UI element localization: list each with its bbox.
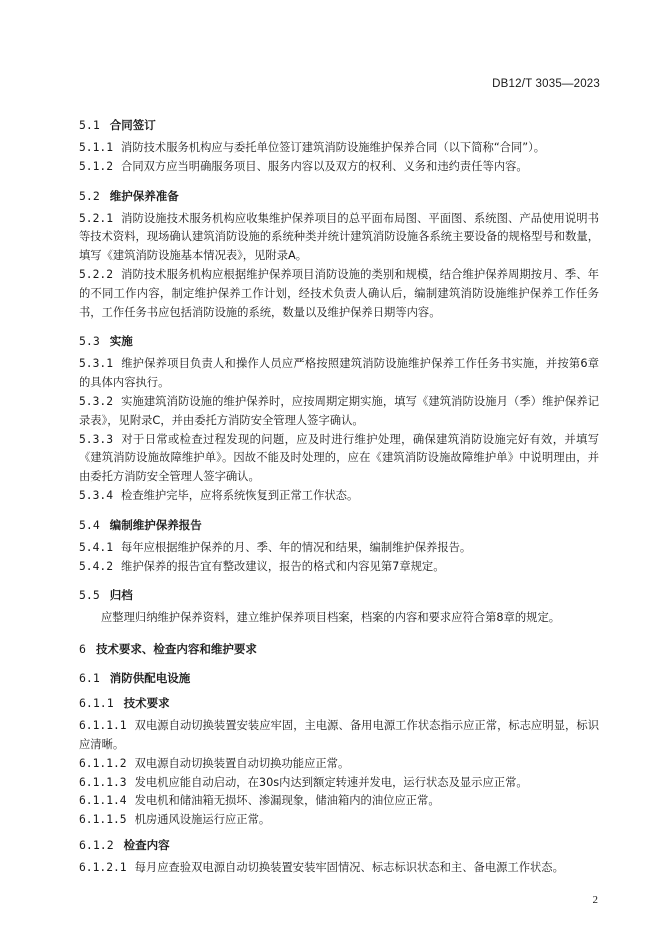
subsection-title: 技术要求: [123, 696, 170, 711]
clause: [79, 210, 599, 266]
clause-text: 实施建筑消防设施的维护保养时，应按周期定期实施，填写《建筑消防设施月（季）维护保养记录表》，见附录C，并由委托方消防安全管理人签字确认。: [79, 394, 599, 427]
clause-number: 6.1.1.5: [79, 813, 127, 827]
clause: [79, 755, 599, 774]
clause: [79, 792, 599, 811]
paragraph: 应整理归纳维护保养资料，建立维护保养项目档案，档案的内容和要求应符合第8章的规定。: [101, 611, 561, 625]
clause-text: 发电机和储油箱无损坏、渗漏现象，储油箱内的油位应正常。: [134, 794, 440, 808]
document-body: [79, 106, 599, 878]
section-heading: [79, 669, 599, 688]
clause-text: 消防设施技术服务机构应收集维护保养项目的总平面布局图、平面图、系统图、产品使用说明书等技术资料，现场确认建筑消防设施的系统种类并统计建筑消防设施各系统主要设备的规格型号和数量，填写《建筑消防设施基本情况表》，见附录A。: [79, 211, 599, 263]
clause-number: 5.3.3: [79, 432, 114, 446]
section-heading: [79, 187, 599, 206]
clause: [79, 859, 599, 878]
clause-text: 消防技术服务机构应根据维护保养项目消防设施的类别和规模，结合维护保养周期按月、季、年的不同工作内容，制定维护保养工作计划，经技术负责人确认后，编制建筑消防设施维护保养工作任务书，工作任务书应包括消防设施的系统，数量以及维护保养日期等内容。: [79, 267, 599, 319]
page-number: 2: [592, 894, 598, 906]
clause-number: 6.1.1.3: [79, 775, 127, 789]
clause-number: 5.4.1: [79, 540, 114, 554]
clause-number: 5.4.2: [79, 559, 114, 573]
clause-number: 5.3.4: [79, 488, 114, 502]
clause: [79, 355, 599, 393]
clause: [79, 558, 599, 577]
clause-text: 合同双方应当明确服务项目、服务内容以及双方的权利、义务和违约责任等内容。: [121, 159, 528, 173]
section-title: 合同签订: [109, 118, 156, 132]
section-title: 编制维护保养报告: [109, 517, 202, 532]
section-title: 维护保养准备: [109, 188, 179, 203]
chapter-number: 6: [79, 642, 86, 657]
section-heading: [79, 516, 599, 535]
section-number: 6.1: [79, 671, 100, 686]
clause-number: 6.1.2.1: [79, 860, 127, 874]
clause-number: 6.1.1.4: [79, 794, 127, 808]
chapter-heading: [79, 640, 599, 659]
chapter-title: 技术要求、检查内容和维护要求: [95, 642, 257, 657]
clause-number: 5.3.1: [79, 357, 114, 371]
page-header-code: DB12/T 3035—2023: [492, 78, 600, 90]
section-number: 5.4: [79, 517, 100, 532]
clause-number: 5.1.2: [79, 159, 114, 173]
clause-text: 每年应根据维护保养的月、季、年的情况和结果，编制维护保养报告。: [121, 540, 472, 554]
clause: [79, 266, 599, 322]
subsection-heading: [79, 836, 599, 855]
clause-number: 6.1.1.1: [79, 719, 127, 733]
clause-text: 对于日常或检查过程发现的问题，应及时进行维护处理，确保建筑消防设施完好有效，并填写《建筑消防设施故障维护单》。因故不能及时处理的，应在《建筑消防设施故障维护单》中说明理由，并由委托方消防安全管理人签字确认。: [79, 432, 599, 484]
subsection-heading: [79, 694, 599, 713]
section-number: 5.2: [79, 188, 100, 203]
section-title: 归档: [109, 588, 133, 603]
clause-number: 6.1.1.2: [79, 756, 127, 770]
subsection-title: 检查内容: [123, 837, 170, 852]
section-title: 消防供配电设施: [109, 671, 191, 686]
section-heading: [79, 116, 599, 135]
section-number: 5.3: [79, 334, 100, 349]
clause-text: 每月应查验双电源自动切换装置安装牢固情况、标志标识状态和主、备电源工作状态。: [134, 860, 564, 874]
clause: [79, 539, 599, 558]
section-number: 5.1: [79, 118, 100, 132]
subsection-number: 6.1.2: [79, 837, 114, 852]
clause-number: 5.2.2: [79, 267, 114, 281]
clause: [79, 431, 599, 487]
section-heading: [79, 332, 599, 351]
clause-text: 机房通风设施运行应正常。: [134, 813, 271, 827]
clause-text: 检查维护完毕，应将系统恢复到正常工作状态。: [121, 488, 359, 502]
clause: [79, 158, 599, 177]
clause-number: 5.1.1: [79, 141, 114, 154]
clause-text: 双电源自动切换装置自动切换功能应正常。: [134, 756, 350, 770]
clause-text: 发电机应能自动启动，在30s内达到额定转速并发电，运行状态及显示应正常。: [134, 775, 528, 789]
clause: [79, 393, 599, 431]
clause-number: 5.2.1: [79, 211, 114, 225]
clause: [79, 811, 599, 830]
clause-text: 维护保养项目负责人和操作人员应严格按照建筑消防设施维护保养工作任务书实施，并按第6章的具体内容执行。: [79, 357, 599, 390]
clause-text: 维护保养的报告宜有整改建议，报告的格式和内容见第7章规定。: [121, 559, 445, 573]
section-title: 实施: [109, 334, 133, 349]
clause: [79, 774, 599, 793]
clause-text: 消防技术服务机构应与委托单位签订建筑消防设施维护保养合同（以下简称“合同”）。: [121, 141, 546, 154]
clause-text: 双电源自动切换装置安装应牢固，主电源、备用电源工作状态指示应正常，标志应明显，标识应清晰。: [79, 719, 599, 751]
subsection-number: 6.1.1: [79, 696, 114, 711]
clause: [79, 487, 599, 506]
clause: [79, 139, 599, 158]
section-number: 5.5: [79, 588, 100, 603]
section-heading: [79, 586, 599, 605]
clause-number: 5.3.2: [79, 394, 114, 408]
clause: [79, 717, 599, 755]
